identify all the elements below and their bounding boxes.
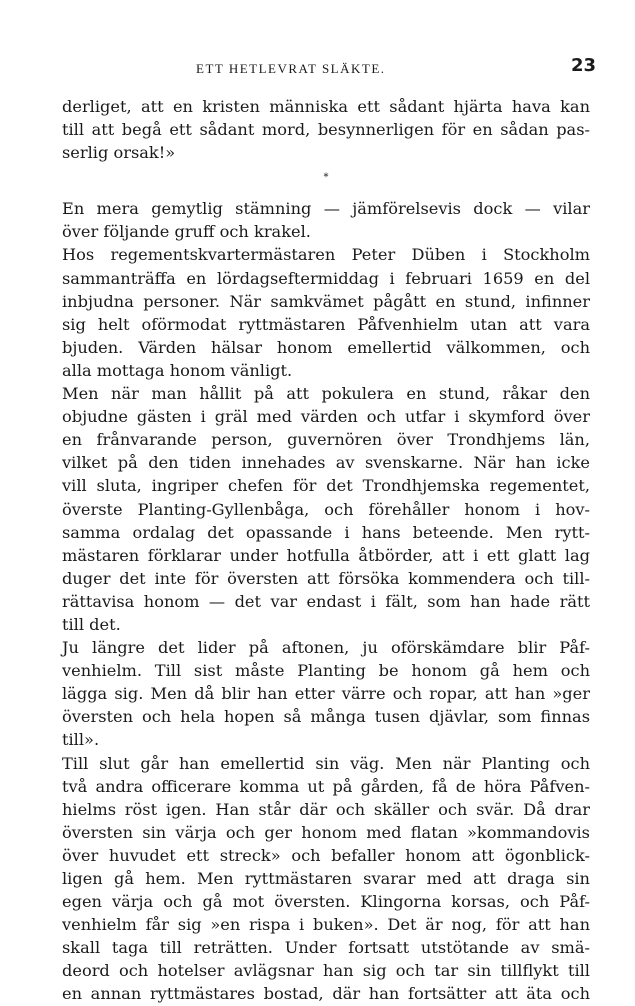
text-line: vilket på den tiden innehades av svenskarne. När han icke [62, 453, 590, 473]
paragraph [62, 197, 590, 243]
text-line: samma ordalag det opassande i hans beteende. Men rytt- [62, 522, 590, 542]
text-line: derliget, att en kristen människa ett sådant hjärta hava kan [62, 97, 590, 116]
paragraph [62, 382, 590, 636]
text-line: sammanträffa en lördagseftermiddag i februari 1659 en del [62, 268, 590, 288]
text-line: till att begå ett sådant mord, besynnerligen för en sådan pas- [62, 120, 590, 140]
text-line: till det. [62, 614, 121, 634]
text-line: venhielm får sig »en rispa i buken». Det är nog, för att han [62, 915, 590, 935]
text-line: objudne gästen i gräl med värden och utfar i skymford över [62, 407, 590, 427]
text-line: venhielm. Till sist måste Planting be honom gå hem och [62, 661, 590, 681]
text-line: översten sin värja och ger honom med flatan »kommandovis [62, 822, 590, 842]
text-line: duger det inte för översten att försöka kommendera och till- [62, 568, 590, 588]
body-text [62, 95, 590, 1006]
text-line: hielms röst igen. Han står där och skäller och svär. Då drar [62, 799, 590, 819]
text-line: inbjudna personer. När samkvämet pågått en stund, infinner [62, 291, 590, 311]
text-line: serlig orsak!» [62, 143, 176, 163]
text-line: vill sluta, ingriper chefen för det Trondhjemska regementet, [62, 476, 590, 496]
text-line: rättavisa honom — det var endast i fält, som han hade rätt [62, 591, 590, 611]
text-line: Men när man hållit på att pokulera en stund, råkar den [62, 384, 590, 404]
text-line: deord och hotelser avlägsnar han sig och tar sin tillflykt till [62, 961, 590, 981]
text-line: lägga sig. Men då blir han etter värre och ropar, att han »ger [62, 684, 590, 704]
text-line: mästaren förklarar under hotfulla åtbörder, att i ett glatt lag [62, 545, 590, 565]
text-line: överste Planting-Gyllenbåga, och förehåller honom i hov- [62, 499, 590, 519]
running-title: ETT HETLEVRAT SLÄKTE. [196, 61, 386, 76]
paragraph [62, 243, 590, 382]
text-line: sig helt oförmodat ryttmästaren Påfvenhielm utan att vara [62, 314, 590, 334]
page-number: 23 [570, 55, 596, 76]
paragraph [62, 95, 590, 164]
text-line: Ju längre det lider på aftonen, ju oförskämdare blir Påf- [62, 638, 590, 658]
text-line: en annan ryttmästares bostad, där han fortsätter att äta och [62, 984, 590, 1004]
text-line: över följande gruff och krakel. [62, 222, 311, 242]
text-line: skall taga till reträtten. Under fortsatt utstötande av smä- [62, 938, 590, 958]
running-head [62, 55, 596, 81]
section-break: * [323, 172, 329, 184]
text-line: en frånvarande person, guvernören över Trondhjems län, [62, 430, 590, 450]
text-line: över huvudet ett streck» och befaller honom att ögonblick- [62, 845, 590, 865]
paragraph [62, 752, 590, 1006]
text-line: Hos regementskvartermästaren Peter Düben i Stockholm [62, 245, 590, 265]
book-page [62, 55, 596, 1006]
text-line: till». [62, 730, 100, 750]
text-line: ligen gå hem. Men ryttmästaren svarar med att draga sin [62, 869, 590, 888]
text-line: egen värja och gå mot översten. Klingorna korsas, och Påf- [62, 892, 590, 912]
text-line: Till slut går han emellertid sin väg. Men när Planting och [62, 753, 590, 773]
text-line: översten och hela hopen så många tusen djävlar, som finnas [62, 707, 590, 727]
text-line: alla mottaga honom vänligt. [62, 360, 293, 380]
text-line: En mera gemytlig stämning — jämförelsevis dock — vilar [62, 199, 590, 219]
text-line: två andra officerare komma ut på gården, få de höra Påfven- [62, 776, 590, 796]
paragraph [62, 636, 590, 751]
text-line: bjuden. Värden hälsar honom emellertid välkommen, och [62, 337, 590, 357]
